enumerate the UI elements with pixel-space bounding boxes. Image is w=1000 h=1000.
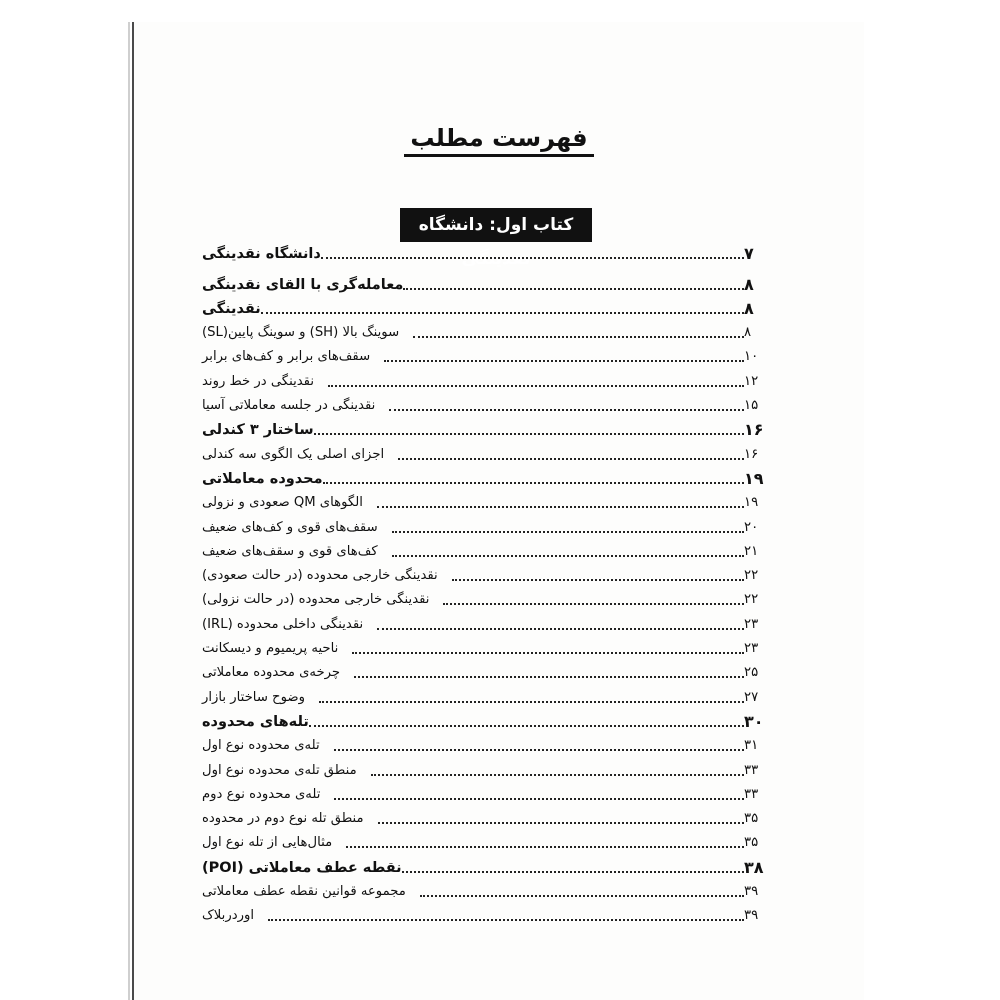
toc-entry-page: ۱۹ — [744, 495, 759, 511]
toc-entry — [199, 610, 774, 634]
leader-dots — [352, 652, 744, 654]
toc-entry-page: ۳۸ — [744, 857, 764, 877]
toc-entry — [199, 319, 774, 343]
leader-dots — [261, 312, 744, 314]
toc-entry — [199, 270, 774, 294]
toc-entry — [199, 367, 774, 391]
toc-entry — [199, 853, 774, 877]
toc-entry-title: ساختار ۳ کندلی — [202, 422, 314, 439]
leader-dots — [413, 336, 744, 338]
toc-entry-page: ۱۰ — [744, 349, 759, 365]
toc-entry-page: ۲۲ — [744, 568, 759, 584]
toc-entry-page: ۱۲ — [744, 373, 759, 389]
toc-entry-title: سقف‌های برابر و کف‌های برابر — [202, 349, 371, 365]
book-page — [132, 22, 864, 1000]
leader-dots — [319, 701, 744, 703]
leader-dots — [420, 895, 744, 897]
toc-entry — [199, 440, 774, 464]
toc-entry-page: ۲۵ — [744, 665, 759, 681]
toc-entry-title: تله‌های محدوده — [202, 713, 309, 730]
toc-entry-page: ۲۱ — [744, 543, 759, 559]
toc-entry-title: نقطه عطف معاملاتی (POI) — [202, 859, 402, 876]
toc-entry-title: نقدینگی داخلی محدوده (IRL) — [202, 616, 364, 632]
toc-entry — [199, 538, 774, 562]
toc-entry-title: مجموعه قوانین نقطه عطف معاملاتی — [202, 884, 406, 900]
toc-entry-title: الگوهای QM صعودی و نزولی — [202, 495, 363, 511]
toc-entry-page: ۱۶ — [744, 420, 764, 440]
toc-entry — [199, 683, 774, 707]
toc-entry — [199, 781, 774, 805]
toc-entry-page: ۳۹ — [744, 908, 759, 924]
toc-entry-page: ۱۹ — [744, 468, 764, 488]
leader-dots — [377, 506, 744, 508]
toc-entry-title: نقدینگی در جلسه معاملاتی آسیا — [202, 398, 376, 414]
toc-entry-title: معامله‌گری با القای نقدینگی — [202, 276, 404, 293]
toc-entry-page: ۸ — [744, 325, 752, 341]
toc-entry-title: نقدینگی در خط روند — [202, 373, 315, 389]
leader-dots — [334, 798, 744, 800]
toc-entry — [199, 805, 774, 829]
leader-dots — [309, 725, 744, 727]
toc-entry-page: ۳۳ — [744, 786, 759, 802]
toc-entry-title: تله‌ی محدوده نوع اول — [202, 738, 320, 754]
toc-entry — [199, 659, 774, 683]
toc-entry — [199, 732, 774, 756]
toc-entry — [199, 240, 774, 264]
toc-entry-page: ۱۵ — [744, 398, 759, 414]
leader-dots — [443, 603, 744, 605]
toc-entry-page: ۸ — [744, 274, 754, 294]
toc-entry-page: ۲۳ — [744, 616, 759, 632]
toc-entry-page: ۳۹ — [744, 884, 759, 900]
toc-entry-title: اجزای اصلی یک الگوی سه کندلی — [202, 446, 385, 462]
toc-entry-title: چرخه‌ی محدوده معاملاتی — [202, 665, 341, 681]
toc-entry-page: ۷ — [744, 244, 754, 264]
toc-entry-title: کف‌های قوی و سقف‌های ضعیف — [202, 543, 378, 559]
toc-title-text: فهرست مطلب — [404, 124, 593, 157]
toc-entry-page: ۸ — [744, 298, 754, 318]
toc-entry-page: ۲۲ — [744, 592, 759, 608]
leader-dots — [354, 676, 744, 678]
toc-entry — [199, 902, 774, 926]
toc-entry — [199, 635, 774, 659]
toc-entry-title: تله‌ی محدوده نوع دوم — [202, 786, 321, 802]
leader-dots — [403, 288, 744, 290]
toc-entry-title: منطق تله‌ی محدوده نوع اول — [202, 762, 357, 778]
toc-entry-title: نقدینگی خارجی محدوده (در حالت صعودی) — [202, 568, 438, 584]
leader-dots — [389, 409, 744, 411]
toc-entry-page: ۲۰ — [744, 519, 759, 535]
section-heading: کتاب اول: دانشگاه نقدینگی — [400, 208, 592, 242]
toc-entry-title: منطق تله نوع دوم در محدوده — [202, 811, 364, 827]
leader-dots — [392, 555, 744, 557]
leader-dots — [377, 628, 744, 630]
leader-dots — [334, 749, 744, 751]
toc-entry — [199, 829, 774, 853]
leader-dots — [371, 774, 744, 776]
toc-entry — [199, 343, 774, 367]
toc-entry-title: دانشگاه نقدینگی — [202, 246, 321, 263]
toc-entry-title: مثال‌هایی از تله نوع اول — [202, 835, 333, 851]
toc-entry-page: ۳۱ — [744, 738, 759, 754]
table-of-contents — [199, 240, 774, 926]
leader-dots — [392, 531, 744, 533]
leader-dots — [384, 360, 744, 362]
leader-dots — [452, 579, 744, 581]
toc-entry-title: محدوده معاملاتی — [202, 470, 323, 487]
toc-entry — [199, 562, 774, 586]
leader-dots — [314, 433, 744, 435]
toc-entry-title: سوینگ بالا (SH) و سوینگ پایین(SL) — [202, 325, 400, 341]
leader-dots — [378, 822, 744, 824]
toc-entry — [199, 586, 774, 610]
toc-entry — [199, 756, 774, 780]
toc-entry — [199, 465, 774, 489]
toc-entry-page: ۱۶ — [744, 446, 759, 462]
toc-entry-title: ناحیه پریمیوم و دیسکانت — [202, 641, 339, 657]
toc-entry-title: اوردربلاک — [202, 908, 254, 924]
leader-dots — [321, 257, 744, 259]
toc-entry-page: ۳۵ — [744, 835, 759, 851]
toc-entry-page: ۳۵ — [744, 811, 759, 827]
toc-entry — [199, 878, 774, 902]
toc-entry — [199, 513, 774, 537]
leader-dots — [328, 385, 744, 387]
toc-entry-page: ۲۷ — [744, 689, 759, 705]
toc-entry-title: نقدینگی — [202, 300, 261, 317]
toc-entry-page: ۲۳ — [744, 641, 759, 657]
toc-entry — [199, 416, 774, 440]
leader-dots — [268, 919, 744, 921]
toc-entry — [199, 392, 774, 416]
leader-dots — [398, 458, 744, 460]
toc-entry — [199, 489, 774, 513]
toc-entry-title: وضوح ساختار بازار — [202, 689, 305, 705]
toc-entry — [199, 708, 774, 732]
toc-entry-page: ۳۳ — [744, 762, 759, 778]
leader-dots — [346, 846, 744, 848]
leader-dots — [402, 871, 744, 873]
toc-entry-title: سقف‌های قوی و کف‌های ضعیف — [202, 519, 378, 535]
toc-entry — [199, 295, 774, 319]
toc-title — [134, 124, 864, 157]
toc-entry-page: ۳۰ — [744, 711, 764, 731]
leader-dots — [323, 482, 744, 484]
toc-entry-title: نقدینگی خارجی محدوده (در حالت نزولی) — [202, 592, 430, 608]
